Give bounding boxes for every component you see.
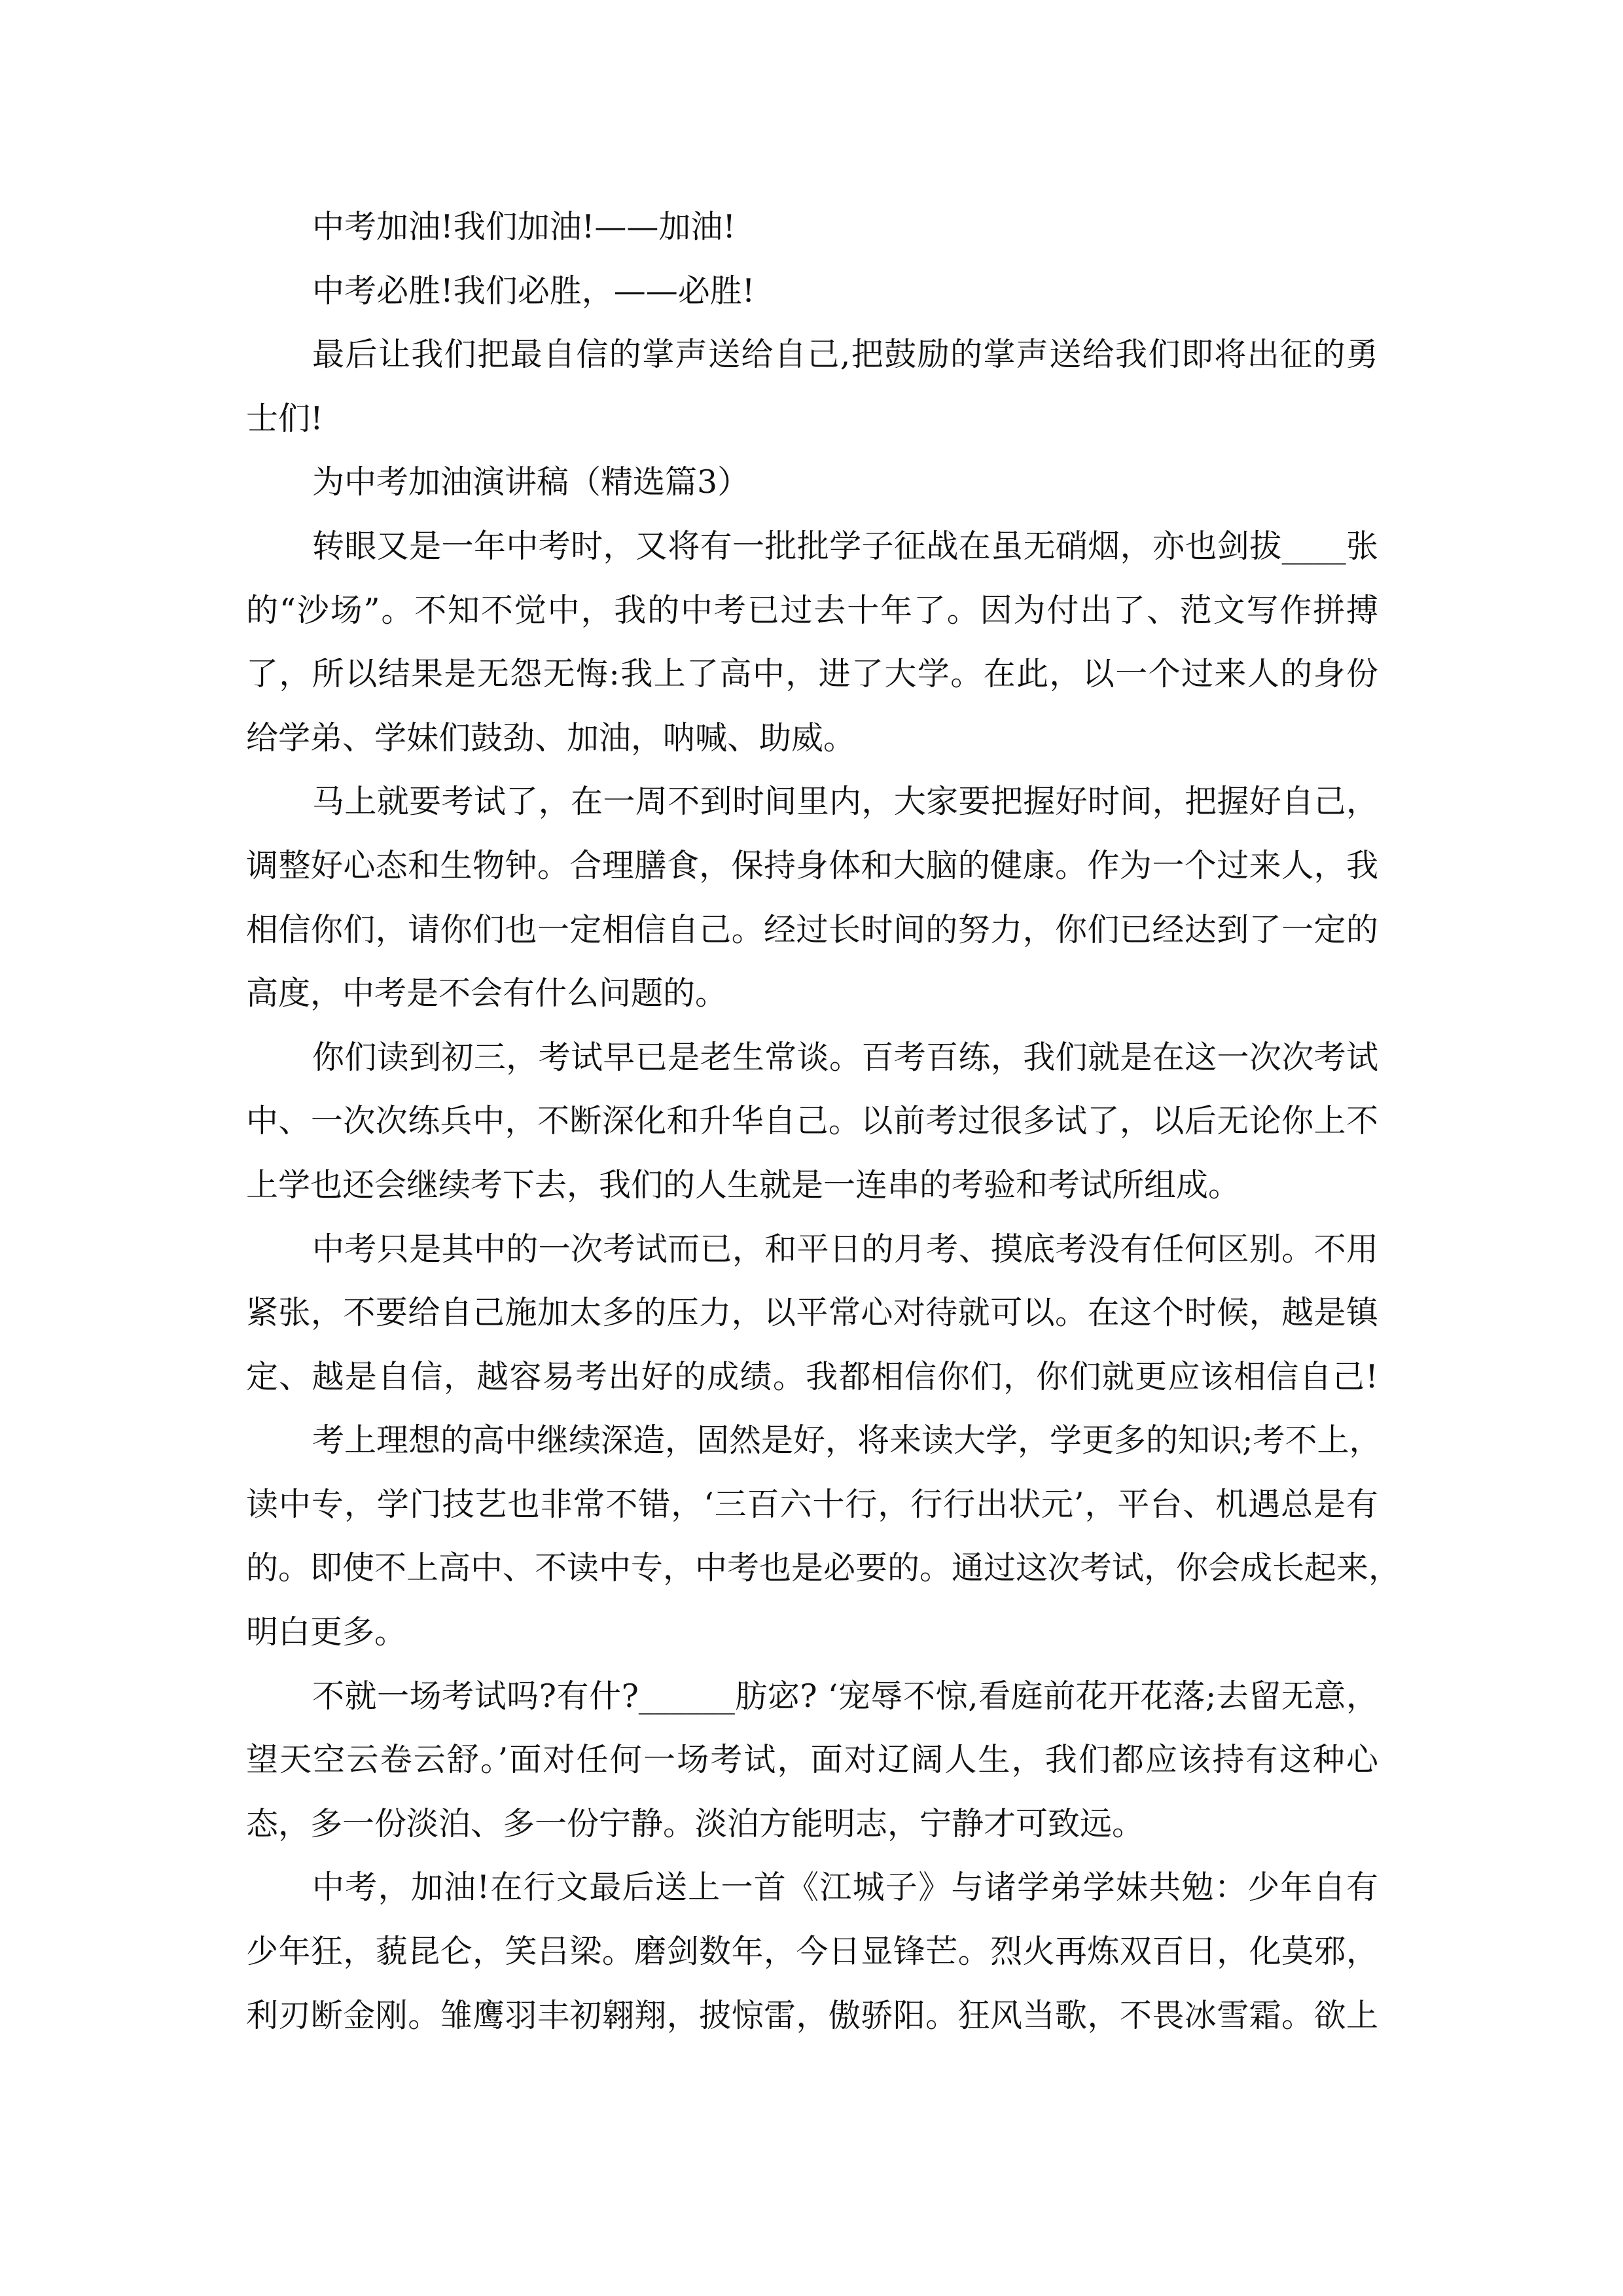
text-line: 上学也还会继续考下去，我们的人生就是一连串的考验和考试所组成。 <box>246 1166 1241 1204</box>
text-line: 的。即使不上高中、不读中专，中考也是必要的。通过这次考试，你会成长起来， <box>246 1549 1401 1587</box>
text-line: 考上理想的高中继续深造，固然是好，将来读大学，学更多的知识;考不上， <box>312 1422 1382 1460</box>
text-line: 士们! <box>246 399 323 437</box>
text-line: 调整好心态和生物钟。合理膳食，保持身体和大脑的健康。作为一个过来人，我 <box>246 846 1378 884</box>
text-line: 相信你们，请你们也一定相信自己。经过长时间的努力，你们已经达到了一定的 <box>246 910 1378 948</box>
text-line: 转眼又是一年中考时，又将有一批批学子征战在虽无硝烟，亦也剑拔____张 <box>312 527 1378 565</box>
text-line: 定、越是自信，越容易考出好的成绩。我都相信你们，你们就更应该相信自己! <box>246 1357 1378 1395</box>
text-line: 中考必胜!我们必胜，——必胜! <box>312 272 755 310</box>
text-line: 马上就要考试了，在一周不到时间里内，大家要把握好时间，把握好自己， <box>312 783 1378 821</box>
text-line: 紧张，不要给自己施加太多的压力，以平常心对待就可以。在这个时候，越是镇 <box>246 1294 1378 1332</box>
text-line: 利刃断金刚。雏鹰羽丰初翱翔，披惊雷，傲骄阳。狂风当歌，不畏冰雪霜。欲上 <box>246 1996 1378 2034</box>
text-line: 少年狂，藐昆仑，笑吕梁。磨剑数年，今日显锋芒。烈火再炼双百日，化莫邪， <box>246 1933 1378 1971</box>
document-body <box>246 195 1401 2047</box>
text-line: 为中考加油演讲稿（精选篇3） <box>312 463 750 501</box>
text-line: 明白更多。 <box>246 1613 407 1651</box>
text-line: 望天空云卷云舒。’面对任何一场考试，面对辽阔人生，我们都应该持有这种心 <box>246 1741 1378 1779</box>
text-line: 中考加油!我们加油!——加油! <box>312 208 736 245</box>
text-line: 你们读到初三，考试早已是老生常谈。百考百练，我们就是在这一次次考试 <box>312 1038 1378 1076</box>
text-line: 中考，加油!在行文最后送上一首《江城子》与诸学弟学妹共勉：少年自有 <box>312 1869 1378 1907</box>
text-line: 读中专，学门技艺也非常不错，‘三百六十行，行行出状元’，平台、机遇总是有 <box>246 1485 1378 1523</box>
text-line: 中、一次次练兵中，不断深化和升华自己。以前考过很多试了，以后无论你上不 <box>246 1102 1378 1140</box>
text-line: 了，所以结果是无怨无悔:我上了高中，进了大学。在此，以一个过来人的身份 <box>246 655 1378 693</box>
text-line: 的“沙场”。不知不觉中，我的中考已过去十年了。因为付出了、范文写作拼搏 <box>246 591 1378 629</box>
text-line: 给学弟、学妹们鼓劲、加油，呐喊、助威。 <box>246 719 856 757</box>
text-line: 最后让我们把最自信的掌声送给自己,把鼓励的掌声送给我们即将出征的勇 <box>312 336 1378 374</box>
text-line: 不就一场考试吗?有什?______肪宓? ‘宠辱不惊,看庭前花开花落;去留无意， <box>312 1677 1378 1715</box>
text-line: 中考只是其中的一次考试而已，和平日的月考、摸底考没有任何区别。不用 <box>312 1230 1378 1268</box>
text-line: 态，多一份淡泊、多一份宁静。淡泊方能明志，宁静才可致远。 <box>246 1804 1145 1842</box>
text-line: 高度，中考是不会有什么问题的。 <box>246 975 728 1013</box>
